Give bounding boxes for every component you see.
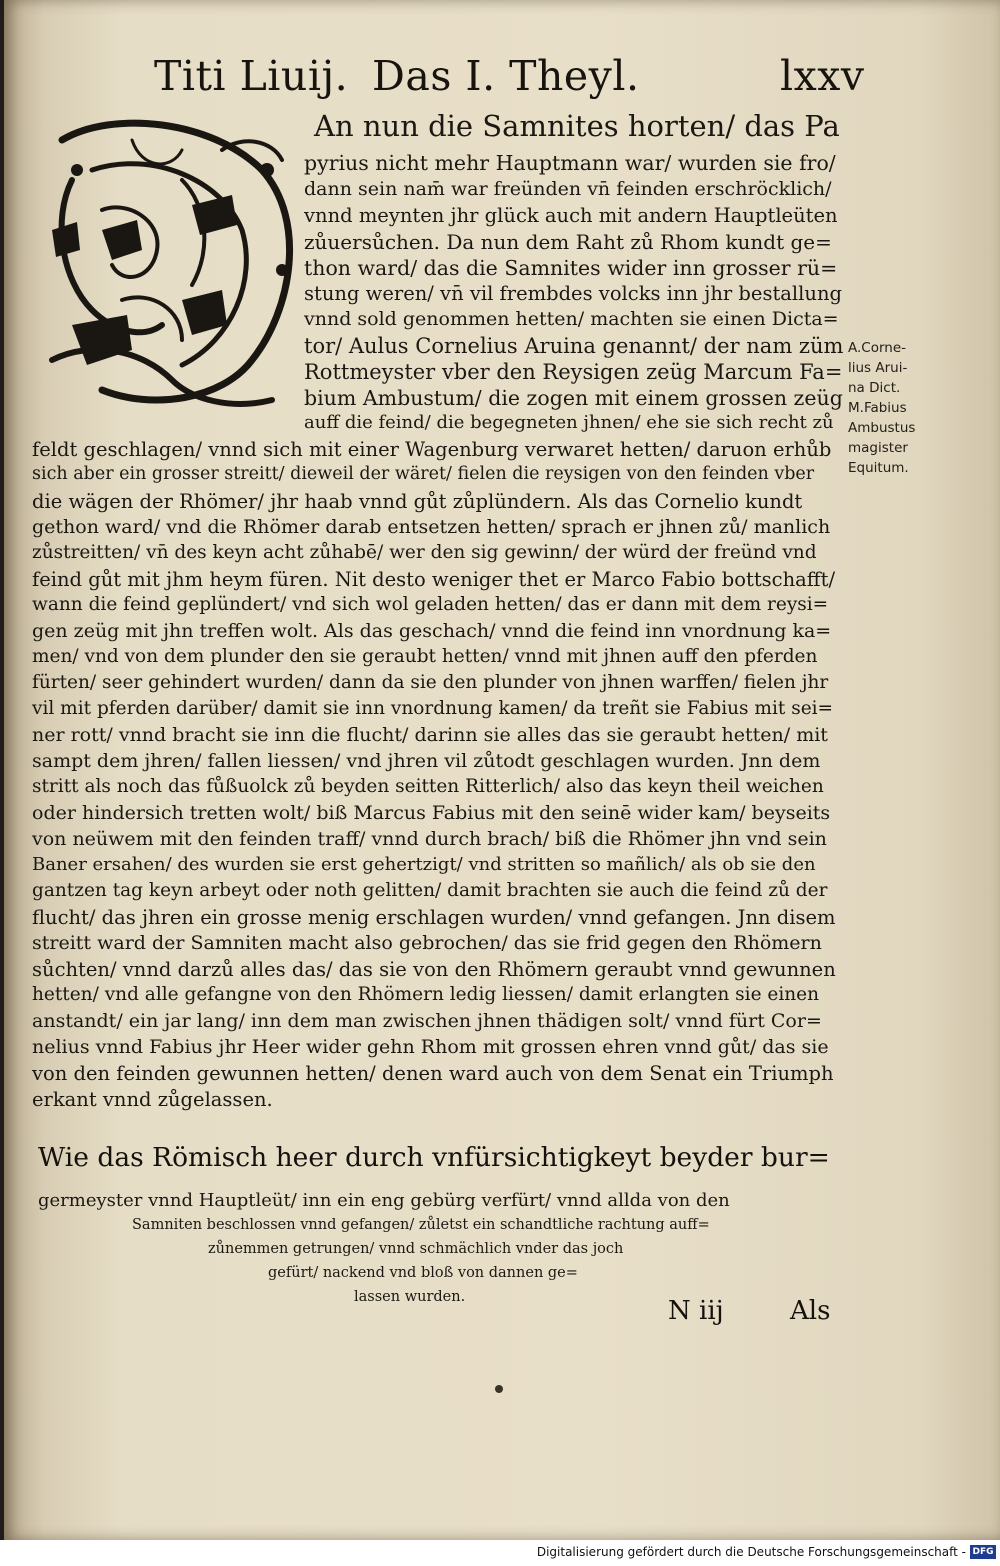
dfg-logo: DFG (970, 1545, 996, 1559)
catchword: Als (790, 1296, 831, 1326)
body-line: gantzen tag keyn arbeyt oder noth gelitten/ damit brachten sie auch die feind zů der (32, 880, 828, 901)
body-line: streitt ward der Samniten macht also gebrochen/ das sie frid gegen den Rhömern (32, 932, 822, 954)
funding-notice: Digitalisierung gefördert durch die Deutsche Forschungsgemeinschaft - (536, 1545, 966, 1559)
body-line: zůuersůchen. Da nun dem Raht zů Rhom kundt ge= (304, 230, 832, 254)
body-line: An nun die Samnites horten/ das Pa (314, 109, 840, 143)
margin-note-line: M.Fabius (848, 400, 907, 416)
chapter-heading-line: zůnemmen getrungen/ vnnd schmächlich vnder das joch (208, 1241, 624, 1257)
body-line: vnnd meynten jhr glück auch mit andern Hauptleüten (304, 204, 838, 227)
body-line: von den feinden gewunnen hetten/ denen ward auch von dem Senat ein Triumph (32, 1062, 834, 1085)
book-page (4, 0, 1000, 1540)
body-line: stritt als noch das fůßuolck zů beyden seitten Ritterlich/ also das keyn theil weichen (32, 776, 824, 797)
body-line: von neüwem mit den feinden traff/ vnnd durch brach/ biß die Rhömer jhn vnd sein (32, 828, 827, 850)
body-line: hetten/ vnd alle gefangne von den Rhömern ledig liessen/ damit erlangten sie einen (32, 984, 820, 1005)
ink-spot (495, 1385, 503, 1393)
body-line: erkant vnnd zůgelassen. (32, 1088, 273, 1111)
running-head-center: Das I. Theyl. (372, 52, 640, 100)
body-line: vil mit pferden darüber/ damit sie inn vnordnung kamen/ da treñt sie Fabius mit sei= (32, 698, 834, 719)
body-line: sampt dem jhren/ fallen liessen/ vnd jhren vil zůtodt geschlagen wurden. Jnn dem (32, 750, 821, 772)
chapter-heading-line: Wie das Römisch heer durch vnfürsichtigkeyt beyder bur= (38, 1142, 830, 1173)
body-line: dann sein nam̄ war freünden vn̄ feinden erschröcklich/ (304, 178, 832, 200)
body-line: wann die feind geplündert/ vnd sich wol geladen hetten/ das er dann mit dem reysi= (32, 594, 829, 615)
chapter-heading-line: gefürt/ nackend vnd bloß von dannen ge= (268, 1265, 578, 1281)
body-line: pyrius nicht mehr Hauptmann war/ wurden sie fro/ (304, 151, 836, 175)
chapter-heading-line: Samniten beschlossen vnnd gefangen/ zůletst ein schandtliche rachtung auff= (132, 1217, 710, 1233)
body-line: oder hindersich tretten wolt/ biß Marcus Fabius mit den seinē wider kam/ beyseits (32, 802, 831, 824)
footer-bar (0, 1540, 1000, 1566)
body-line: sůchten/ vnnd darzů alles das/ das sie von den Rhömern geraubt vnnd gewunnen (32, 958, 836, 981)
running-head-left: Titi Liuij. (154, 52, 349, 100)
body-line: die wägen der Rhömer/ jhr haab vnnd gůt zůplündern. Als das Cornelio kundt (32, 490, 803, 513)
body-line: ner rott/ vnnd bracht sie inn die flucht/ darinn sie alles das sie geraubt hetten/ mit (32, 724, 828, 746)
body-line: gethon ward/ vnd die Rhömer darab entsetzen hetten/ sprach er jhnen zů/ manlich (32, 516, 831, 538)
body-line: feldt geschlagen/ vnnd sich mit einer Wagenburg verwaret hetten/ daruon erhůb (32, 438, 832, 461)
body-line: flucht/ das jhren ein grosse menig erschlagen wurden/ vnnd gefangen. Jnn disem (32, 906, 836, 929)
margin-note-line: Ambustus (848, 420, 916, 436)
margin-note-line: lius Arui- (848, 360, 908, 376)
body-line: fürten/ seer gehindert wurden/ dann da sie den plunder von jhnen warffen/ fielen jhr (32, 672, 829, 693)
body-line: bium Ambustum/ die zogen mit einem grossen zeüg (304, 386, 843, 410)
body-line: Rottmeyster vber den Reysigen zeüg Marcum Fa= (304, 360, 843, 384)
chapter-heading-line: germeyster vnnd Hauptleüt/ inn ein eng gebürg verfürt/ vnnd allda von den (38, 1190, 730, 1211)
signature-mark: N iij (668, 1296, 724, 1326)
decorated-initial-icon (32, 110, 302, 420)
running-head-right: lxxv (780, 52, 865, 100)
margin-note-line: na Dict. (848, 380, 901, 396)
body-line: stung weren/ vn̄ vil frembdes volcks inn jhr bestallung (304, 282, 842, 305)
body-line: thon ward/ das die Samnites wider inn grosser rü= (304, 256, 838, 280)
body-line: tor/ Aulus Cornelius Aruina genannt/ der nam züm (304, 334, 844, 358)
margin-note-line: Equitum. (848, 460, 909, 476)
body-line: gen zeüg mit jhn treffen wolt. Als das geschach/ vnnd die feind inn vnordnung ka= (32, 620, 832, 642)
body-line: men/ vnd von dem plunder den sie geraubt hetten/ vnnd mit jhnen auff den pferden (32, 646, 818, 667)
body-line: zůstreitten/ vn̄ des keyn acht zůhabē/ wer den sig gewinn/ der würd der freünd vnd (32, 542, 817, 563)
margin-note-line: A.Corne- (848, 340, 907, 356)
chapter-heading-line: lassen wurden. (354, 1289, 466, 1305)
body-line: feind gůt mit jhm heym füren. Nit desto weniger thet er Marco Fabio bottschafft/ (32, 568, 836, 591)
margin-note-line: magister (848, 440, 908, 456)
body-line: auff die feind/ die begegneten jhnen/ ehe sie sich recht zů (304, 412, 834, 433)
body-line: anstandt/ ein jar lang/ inn dem man zwischen jhnen thädigen solt/ vnnd fürt Cor= (32, 1010, 822, 1032)
body-line: nelius vnnd Fabius jhr Heer wider gehn Rhom mit grossen ehren vnnd gůt/ das sie (32, 1036, 829, 1058)
body-line: sich aber ein grosser streitt/ dieweil der wäret/ fielen die reysigen von den feinden vber (32, 464, 815, 484)
body-line: Baner ersahen/ des wurden sie erst gehertzigt/ vnd stritten so mañlich/ als ob sie den (32, 854, 816, 875)
body-line: vnnd sold genommen hetten/ machten sie einen Dicta= (304, 308, 839, 330)
